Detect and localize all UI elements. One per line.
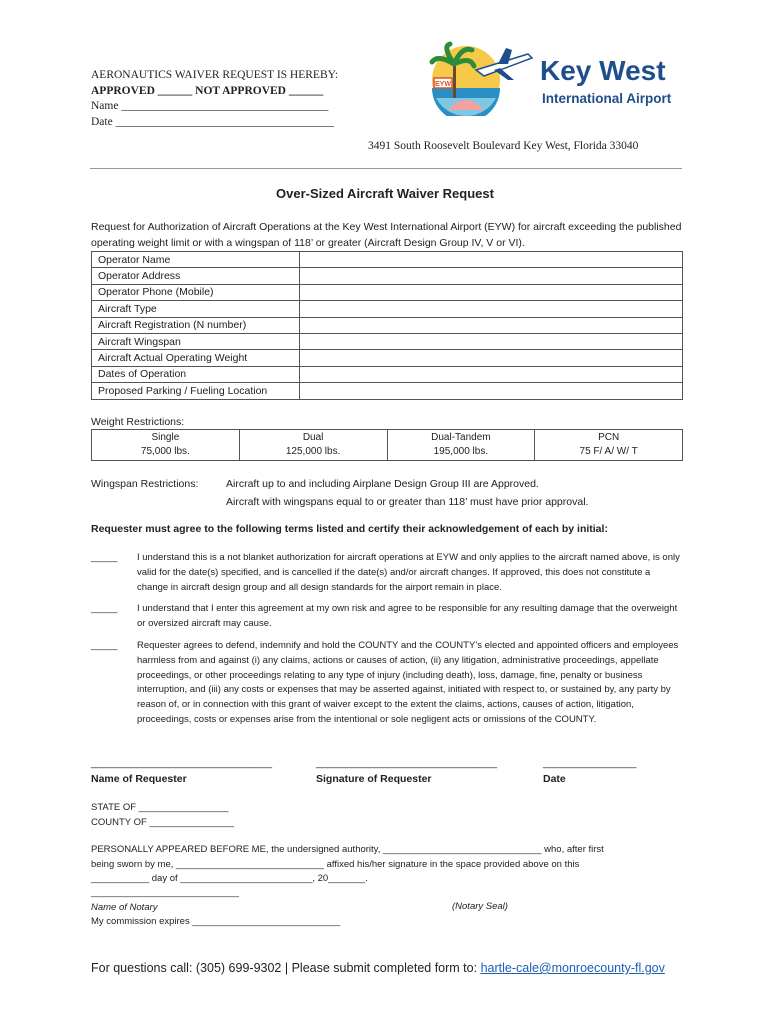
operator-table-row (92, 284, 683, 300)
operator-table-row (92, 383, 683, 399)
operator-table-row (92, 333, 683, 349)
operator-field-label: Operator Phone (Mobile) (92, 284, 300, 300)
county-of-field[interactable]: COUNTY OF ________________ (91, 816, 234, 828)
notary-name-block (91, 886, 340, 930)
initial-field-2[interactable]: _____ (91, 603, 118, 614)
footer-contact (91, 961, 665, 975)
operator-info-table (91, 251, 683, 400)
notary-name-line[interactable]: ____________________________ (91, 887, 239, 898)
commission-expires-field[interactable]: My commission expires ____________________________ (91, 916, 341, 927)
notary-state-county (91, 801, 234, 830)
requester-name-line[interactable]: _______________________________ (91, 757, 273, 769)
operator-field-input[interactable] (300, 366, 683, 382)
approval-heading: AERONAUTICS WAIVER REQUEST IS HEREBY: (91, 69, 339, 81)
requester-name-block (91, 757, 272, 785)
logo-graphic (428, 40, 688, 116)
operator-field-label: Operator Address (92, 268, 300, 284)
operator-table-row (92, 252, 683, 268)
wingspan-line-2: Aircraft with wingspans equal to or greater than 118’ must have prior approval. (226, 496, 589, 508)
operator-field-label: Aircraft Registration (N number) (92, 317, 300, 333)
notary-line-2[interactable]: being sworn by me, ____________________________ affixed his/her signature in the space provided above on this (91, 858, 580, 870)
operator-table-row (92, 366, 683, 382)
approval-block (91, 68, 338, 130)
operator-table-row (92, 317, 683, 333)
notary-name-label: Name of Notary (91, 901, 158, 913)
operator-field-label: Operator Name (92, 252, 300, 268)
term-2-text: I understand that I enter this agreement at my own risk and agree to be responsible for any resulting damage that the overweight or oversized aircraft may cause. (137, 603, 678, 629)
weight-cell-dual-tandem: Dual-Tandem 195,000 lbs. (387, 430, 535, 461)
footer-text: For questions call: (305) 699-9302 | Please submit completed form to: (91, 961, 481, 975)
operator-field-label: Aircraft Type (92, 301, 300, 317)
initial-field-3[interactable]: _____ (91, 640, 118, 651)
logo-subtitle-text: International Airport (542, 91, 672, 106)
weight-restrictions-table (91, 429, 683, 461)
term-3-text: Requester agrees to defend, indemnify and hold the COUNTY and the COUNTY’s elected and appointed officers and employees harmless from and against (i) any claims, actions or causes of action, (ii) any litigation, administrative proceedings, appellate proceedings, or other proceedings relating to any type of injury (including death), loss, damage, fine, penalty or business interruption, and (iii) any costs or expenses that may be asserted against, initiated with respect to, or sustained by, any party by reason of, or in connection with this grant of waiver except to the extent the claims, actions, causes of action, litigation, proceedings, costs or expenses arise from the intentional or sole negligent acts or omissions of the COUNTY. (137, 640, 679, 725)
notary-line-1[interactable]: PERSONALLY APPEARED BEFORE ME, the undersigned authority, ______________________________ who, after first (91, 844, 604, 855)
logo-brand-text: Key West (540, 55, 666, 86)
requester-signature-block (316, 757, 497, 785)
approval-name-field[interactable]: Name ____________________________________ (91, 100, 329, 112)
weight-cell-single: Single 75,000 lbs. (92, 430, 240, 461)
initial-field-1[interactable]: _____ (91, 552, 118, 563)
requester-signature-line[interactable]: _______________________________ (316, 757, 498, 769)
requester-name-label: Name of Requester (91, 773, 187, 785)
operator-table-row (92, 350, 683, 366)
operator-field-input[interactable] (300, 301, 683, 317)
logo-sign-text: EYW (435, 81, 451, 88)
operator-field-label: Aircraft Actual Operating Weight (92, 350, 300, 366)
term-1-text: I understand this is a not blanket authorization for aircraft operations at EYW and only applies to the aircraft named above, is only valid for the date(s) specified, and is cancelled if the date(s) and/or aircraft changes. If approved, this does not constitute a change in aircraft design group and all design standards for the airport remain in place. (137, 552, 680, 593)
date-label: Date (543, 773, 566, 785)
notary-line-3[interactable]: ___________ day of _________________________, 20_______. (91, 873, 368, 884)
weight-cell-dual: Dual 125,000 lbs. (239, 430, 387, 461)
weight-row (92, 430, 683, 461)
operator-table-row (92, 268, 683, 284)
operator-field-input[interactable] (300, 268, 683, 284)
operator-field-input[interactable] (300, 317, 683, 333)
header-divider (90, 168, 682, 169)
weight-restrictions-label: Weight Restrictions: (91, 416, 185, 428)
operator-field-label: Dates of Operation (92, 366, 300, 382)
submit-email-link[interactable]: hartle-cale@monroecounty-fl.gov (480, 961, 665, 975)
approval-date-field[interactable]: Date ______________________________________ (91, 115, 335, 128)
agreement-heading: Requester must agree to the following terms listed and certify their acknowledgement of each by initial: (91, 523, 608, 535)
wingspan-line-1: Aircraft up to and including Airplane Design Group III are Approved. (226, 478, 539, 490)
requester-signature-label: Signature of Requester (316, 773, 432, 785)
operator-table-row (92, 301, 683, 317)
operator-field-input[interactable] (300, 383, 683, 399)
weight-cell-pcn: PCN 75 F/ A/ W/ T (535, 430, 683, 461)
wingspan-restrictions-label: Wingspan Restrictions: (91, 478, 199, 490)
date-line[interactable]: ________________ (543, 757, 637, 769)
date-block (543, 757, 636, 785)
approval-options[interactable]: APPROVED ______ NOT APPROVED ______ (91, 84, 324, 97)
page-title: Over-Sized Aircraft Waiver Request (276, 186, 494, 201)
wingspan-restrictions-text (226, 475, 588, 511)
operator-field-input[interactable] (300, 333, 683, 349)
operator-field-input[interactable] (300, 252, 683, 268)
notary-paragraph (91, 843, 691, 887)
intro-paragraph: Request for Authorization of Aircraft Operations at the Key West International Airport (EYW) for aircraft exceeding the published operating weight limit or with a wingspan of 118’ or greater (Aircraft Design Group IV, V or VI). (91, 221, 682, 249)
operator-field-label: Aircraft Wingspan (92, 333, 300, 349)
operator-field-input[interactable] (300, 284, 683, 300)
state-of-field[interactable]: STATE OF _________________ (91, 802, 229, 813)
operator-field-input[interactable] (300, 350, 683, 366)
notary-seal-label: (Notary Seal) (452, 901, 508, 912)
operator-field-label: Proposed Parking / Fueling Location (92, 383, 300, 399)
airport-address: 3491 South Roosevelt Boulevard Key West, Florida 33040 (368, 140, 639, 152)
key-west-airport-logo (428, 40, 688, 116)
